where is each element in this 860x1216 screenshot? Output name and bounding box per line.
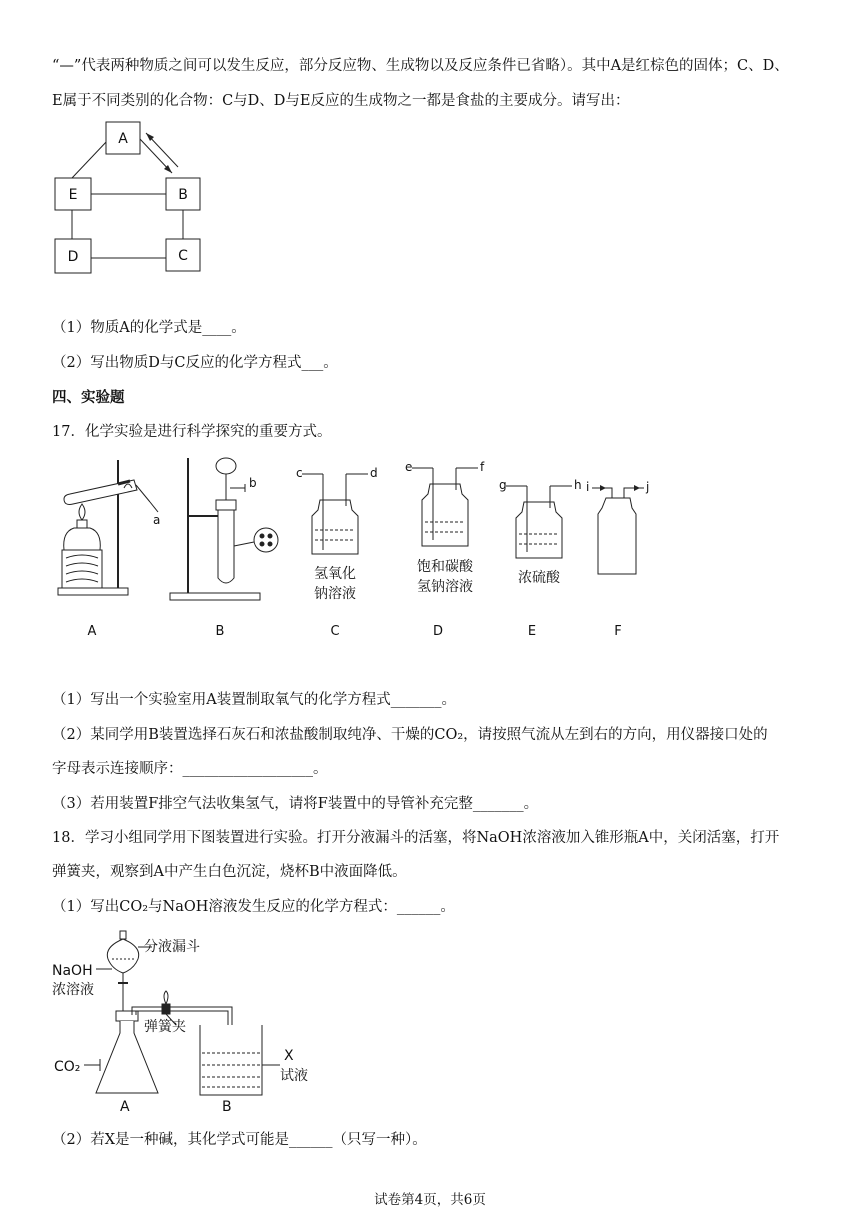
box-d-label: D xyxy=(67,249,79,265)
port-b: b xyxy=(249,476,257,490)
letter-c: C xyxy=(330,624,340,639)
perforated-plate xyxy=(254,528,278,552)
port-f: f xyxy=(480,460,485,474)
bottle-e xyxy=(516,502,562,558)
stopper-b xyxy=(216,500,236,510)
funnel-label: 分液漏斗 xyxy=(144,939,200,955)
q17-part-1: （1）写出一个实验室用A装置制取氧气的化学方程式_______。 xyxy=(52,692,456,708)
bottle-f xyxy=(598,498,636,574)
spring-clamp xyxy=(162,1004,170,1014)
q18-part-1: （1）写出CO₂与NaOH溶液发生反应的化学方程式：______。 xyxy=(52,899,455,915)
naoh-label-2: 浓溶液 xyxy=(52,982,94,998)
port-e: e xyxy=(405,460,413,474)
port-c: c xyxy=(296,466,303,480)
wood-grain xyxy=(66,555,98,582)
tube-a-end xyxy=(150,502,158,512)
q18-stem-line-1: 18．学习小组同学用下图装置进行实验。打开分液漏斗的活塞，将NaOH浓溶液加入锥形瓶A中，关闭活塞，打开 xyxy=(52,830,780,846)
bottle-d xyxy=(422,484,468,546)
x-liquid-label: 试液 xyxy=(280,1068,308,1084)
d-label-1: 饱和碳酸 xyxy=(417,559,473,575)
port-d: d xyxy=(370,466,378,480)
intro-line-1: “—”代表两种物质之间可以发生反应，部分反应物、生成物以及反应条件已省略）。其中A是红棕色的固体；C、D、 xyxy=(52,58,789,74)
box-e-label: E xyxy=(68,187,78,203)
box-b-label: B xyxy=(178,187,188,203)
q17-part-2-line-2: 字母表示连接顺序：__________________。 xyxy=(52,761,328,777)
port-i: i xyxy=(586,480,590,494)
f-arrow-i xyxy=(600,485,606,491)
d-label-2: 氢钠溶液 xyxy=(417,579,473,595)
f-arrow-j xyxy=(634,485,640,491)
q18-stem-line-2: 弹簧夹，观察到A中产生白色沉淀，烧杯B中液面降低。 xyxy=(52,864,407,880)
apparatus-figure xyxy=(40,450,700,645)
test-tube-a xyxy=(64,480,137,504)
letter-a: A xyxy=(87,624,97,639)
reaction-diagram xyxy=(40,115,220,280)
flame xyxy=(79,504,85,520)
naoh-label-1: NaOH xyxy=(52,963,93,979)
funnel-stopper xyxy=(120,931,126,939)
port-g: g xyxy=(499,478,507,492)
q17-part-2-line-1: （2）某同学用B装置选择石灰石和浓盐酸制取纯净、干燥的CO₂，请按照气流从左到右的方向，用仪器接口处的 xyxy=(52,727,768,743)
page-footer: 试卷第4页，共6页 xyxy=(374,1192,486,1208)
clamp-spring xyxy=(164,991,168,1004)
tube-a-outlet xyxy=(136,485,150,502)
port-a: a xyxy=(153,513,161,527)
clamp-label: 弹簧夹 xyxy=(144,1019,186,1035)
separating-funnel xyxy=(107,939,138,973)
letter-b: B xyxy=(215,624,225,639)
beaker-b xyxy=(200,1025,262,1095)
stand-a-base xyxy=(58,588,128,595)
q16-part-2: （2）写出物质D与C反应的化学方程式___。 xyxy=(52,355,338,371)
link-a-e xyxy=(72,140,108,178)
letter-d: D xyxy=(432,624,444,639)
intro-line-2: E属于不同类别的化合物：C与D、D与E反应的生成物之一都是食盐的主要成分。请写出： xyxy=(52,93,630,109)
co2-label: CO₂ xyxy=(54,1059,81,1075)
label-b: B xyxy=(222,1099,232,1115)
bottle-c xyxy=(312,500,358,554)
q17-part-3: （3）若用装置F排空气法收集氢气，请将F装置中的导管补充完整_______。 xyxy=(52,796,539,812)
letter-f: F xyxy=(614,624,622,639)
section-title: 四、实验题 xyxy=(52,389,125,406)
letter-e: E xyxy=(527,624,537,639)
q17-stem: 17．化学实验是进行科学探究的重要方式。 xyxy=(52,424,332,440)
label-a: A xyxy=(120,1099,130,1115)
plate-pointer xyxy=(234,542,254,546)
port-h: h xyxy=(574,478,582,492)
lamp-neck xyxy=(77,520,87,528)
co2-naoh-figure xyxy=(52,925,332,1120)
e-label: 浓硫酸 xyxy=(518,570,560,586)
x-label: X xyxy=(284,1048,294,1064)
test-tube-b xyxy=(218,508,234,583)
alcohol-lamp xyxy=(64,528,101,550)
stand-b-base xyxy=(170,593,260,600)
box-c-label: C xyxy=(178,248,188,264)
q18-part-2: （2）若X是一种碱，其化学式可能是______（只写一种）。 xyxy=(52,1132,427,1148)
c-label-1: 氢氧化 xyxy=(314,566,356,582)
funnel-b xyxy=(216,458,236,474)
box-a-label: A xyxy=(118,131,128,147)
c-label-2: 钠溶液 xyxy=(314,586,356,602)
wood-block xyxy=(62,550,102,588)
port-j: j xyxy=(646,480,650,494)
q16-part-1: （1）物质A的化学式是____。 xyxy=(52,320,246,336)
flask-stopper xyxy=(116,1011,138,1021)
